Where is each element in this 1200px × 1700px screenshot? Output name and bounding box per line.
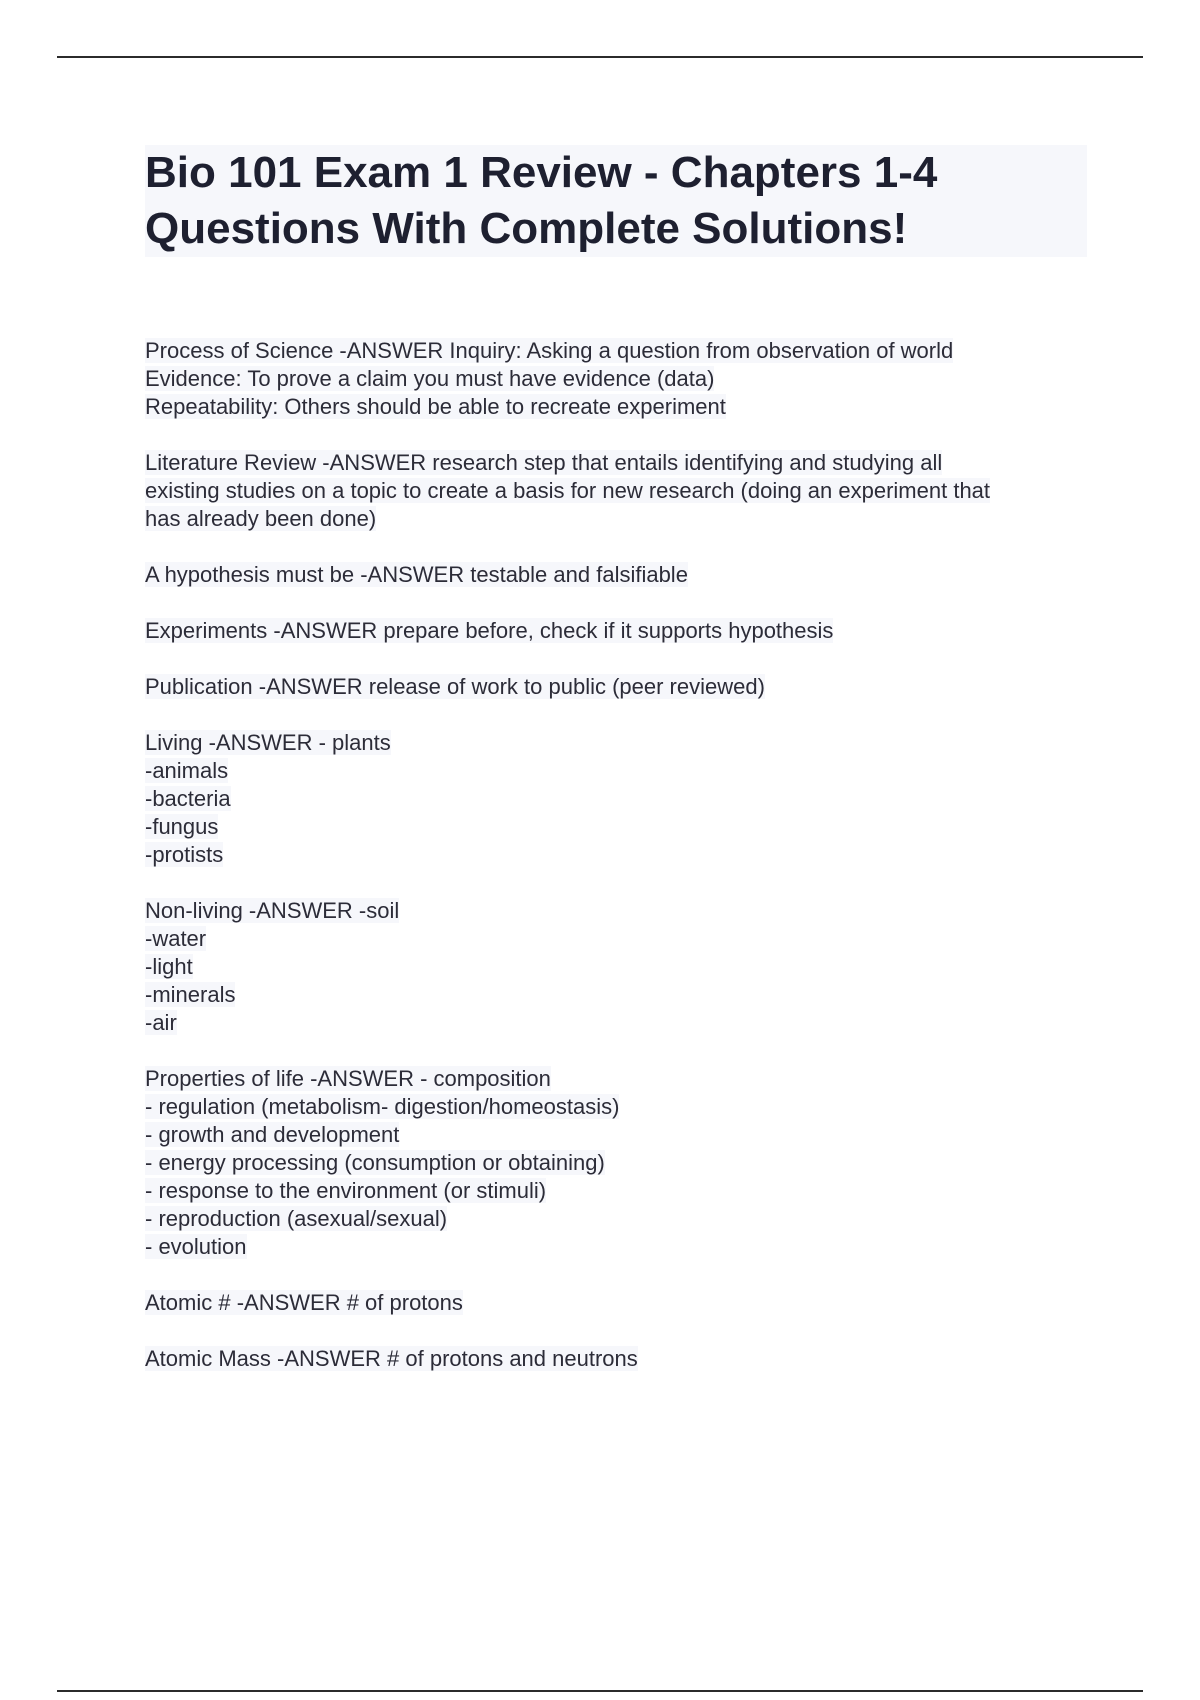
qa-line: existing studies on a topic to create a basis for new research (doing an experiment that [145,478,991,503]
qa-line: - reproduction (asexual/sexual) [145,1206,448,1231]
bottom-rule [57,1690,1143,1692]
qa-item-publication [145,673,1095,701]
qa-item-process-of-science [145,337,1095,421]
qa-line: Atomic Mass -ANSWER # of protons and neutrons [145,1346,638,1371]
qa-line: - response to the environment (or stimuli) [145,1178,547,1203]
qa-line: -protists [145,842,224,867]
qa-line: - growth and development [145,1122,400,1147]
qa-line: Process of Science -ANSWER Inquiry: Asking a question from observation of world [145,338,954,363]
qa-line: Atomic # -ANSWER # of protons [145,1290,463,1315]
qa-line: -bacteria [145,786,231,811]
qa-item-atomic-mass [145,1345,1095,1373]
title-line: Bio 101 Exam 1 Review - Chapters 1-4 [145,148,938,197]
qa-line: -air [145,1010,177,1035]
qa-line: A hypothesis must be -ANSWER testable and falsifiable [145,562,688,587]
page-title [145,145,1087,257]
title-line: Questions With Complete Solutions! [145,204,908,253]
qa-item-hypothesis [145,561,1095,589]
qa-item-non-living [145,897,1095,1037]
qa-line: Non-living -ANSWER -soil [145,898,400,923]
qa-line: Publication -ANSWER release of work to public (peer reviewed) [145,674,765,699]
qa-line: -light [145,954,193,979]
qa-line: -animals [145,758,229,783]
qa-line: Evidence: To prove a claim you must have evidence (data) [145,366,715,391]
qa-line: Repeatability: Others should be able to recreate experiment [145,394,726,419]
qa-item-properties-of-life [145,1065,1095,1261]
qa-item-living [145,729,1095,869]
qa-line: - evolution [145,1234,247,1259]
qa-line: -water [145,926,207,951]
qa-line: has already been done) [145,506,377,531]
qa-line: - energy processing (consumption or obtaining) [145,1150,605,1175]
qa-line: Living -ANSWER - plants [145,730,391,755]
qa-line: Properties of life -ANSWER - composition [145,1066,551,1091]
qa-item-experiments [145,617,1095,645]
qa-line: Literature Review -ANSWER research step that entails identifying and studying all [145,450,943,475]
qa-item-atomic-number [145,1289,1095,1317]
top-rule [57,56,1143,58]
qa-line: -fungus [145,814,219,839]
qa-line: - regulation (metabolism- digestion/homeostasis) [145,1094,620,1119]
qa-item-literature-review [145,449,1095,533]
qa-list [145,337,1095,1401]
qa-line: -minerals [145,982,236,1007]
qa-line: Experiments -ANSWER prepare before, check if it supports hypothesis [145,618,834,643]
title-block [145,145,1087,257]
